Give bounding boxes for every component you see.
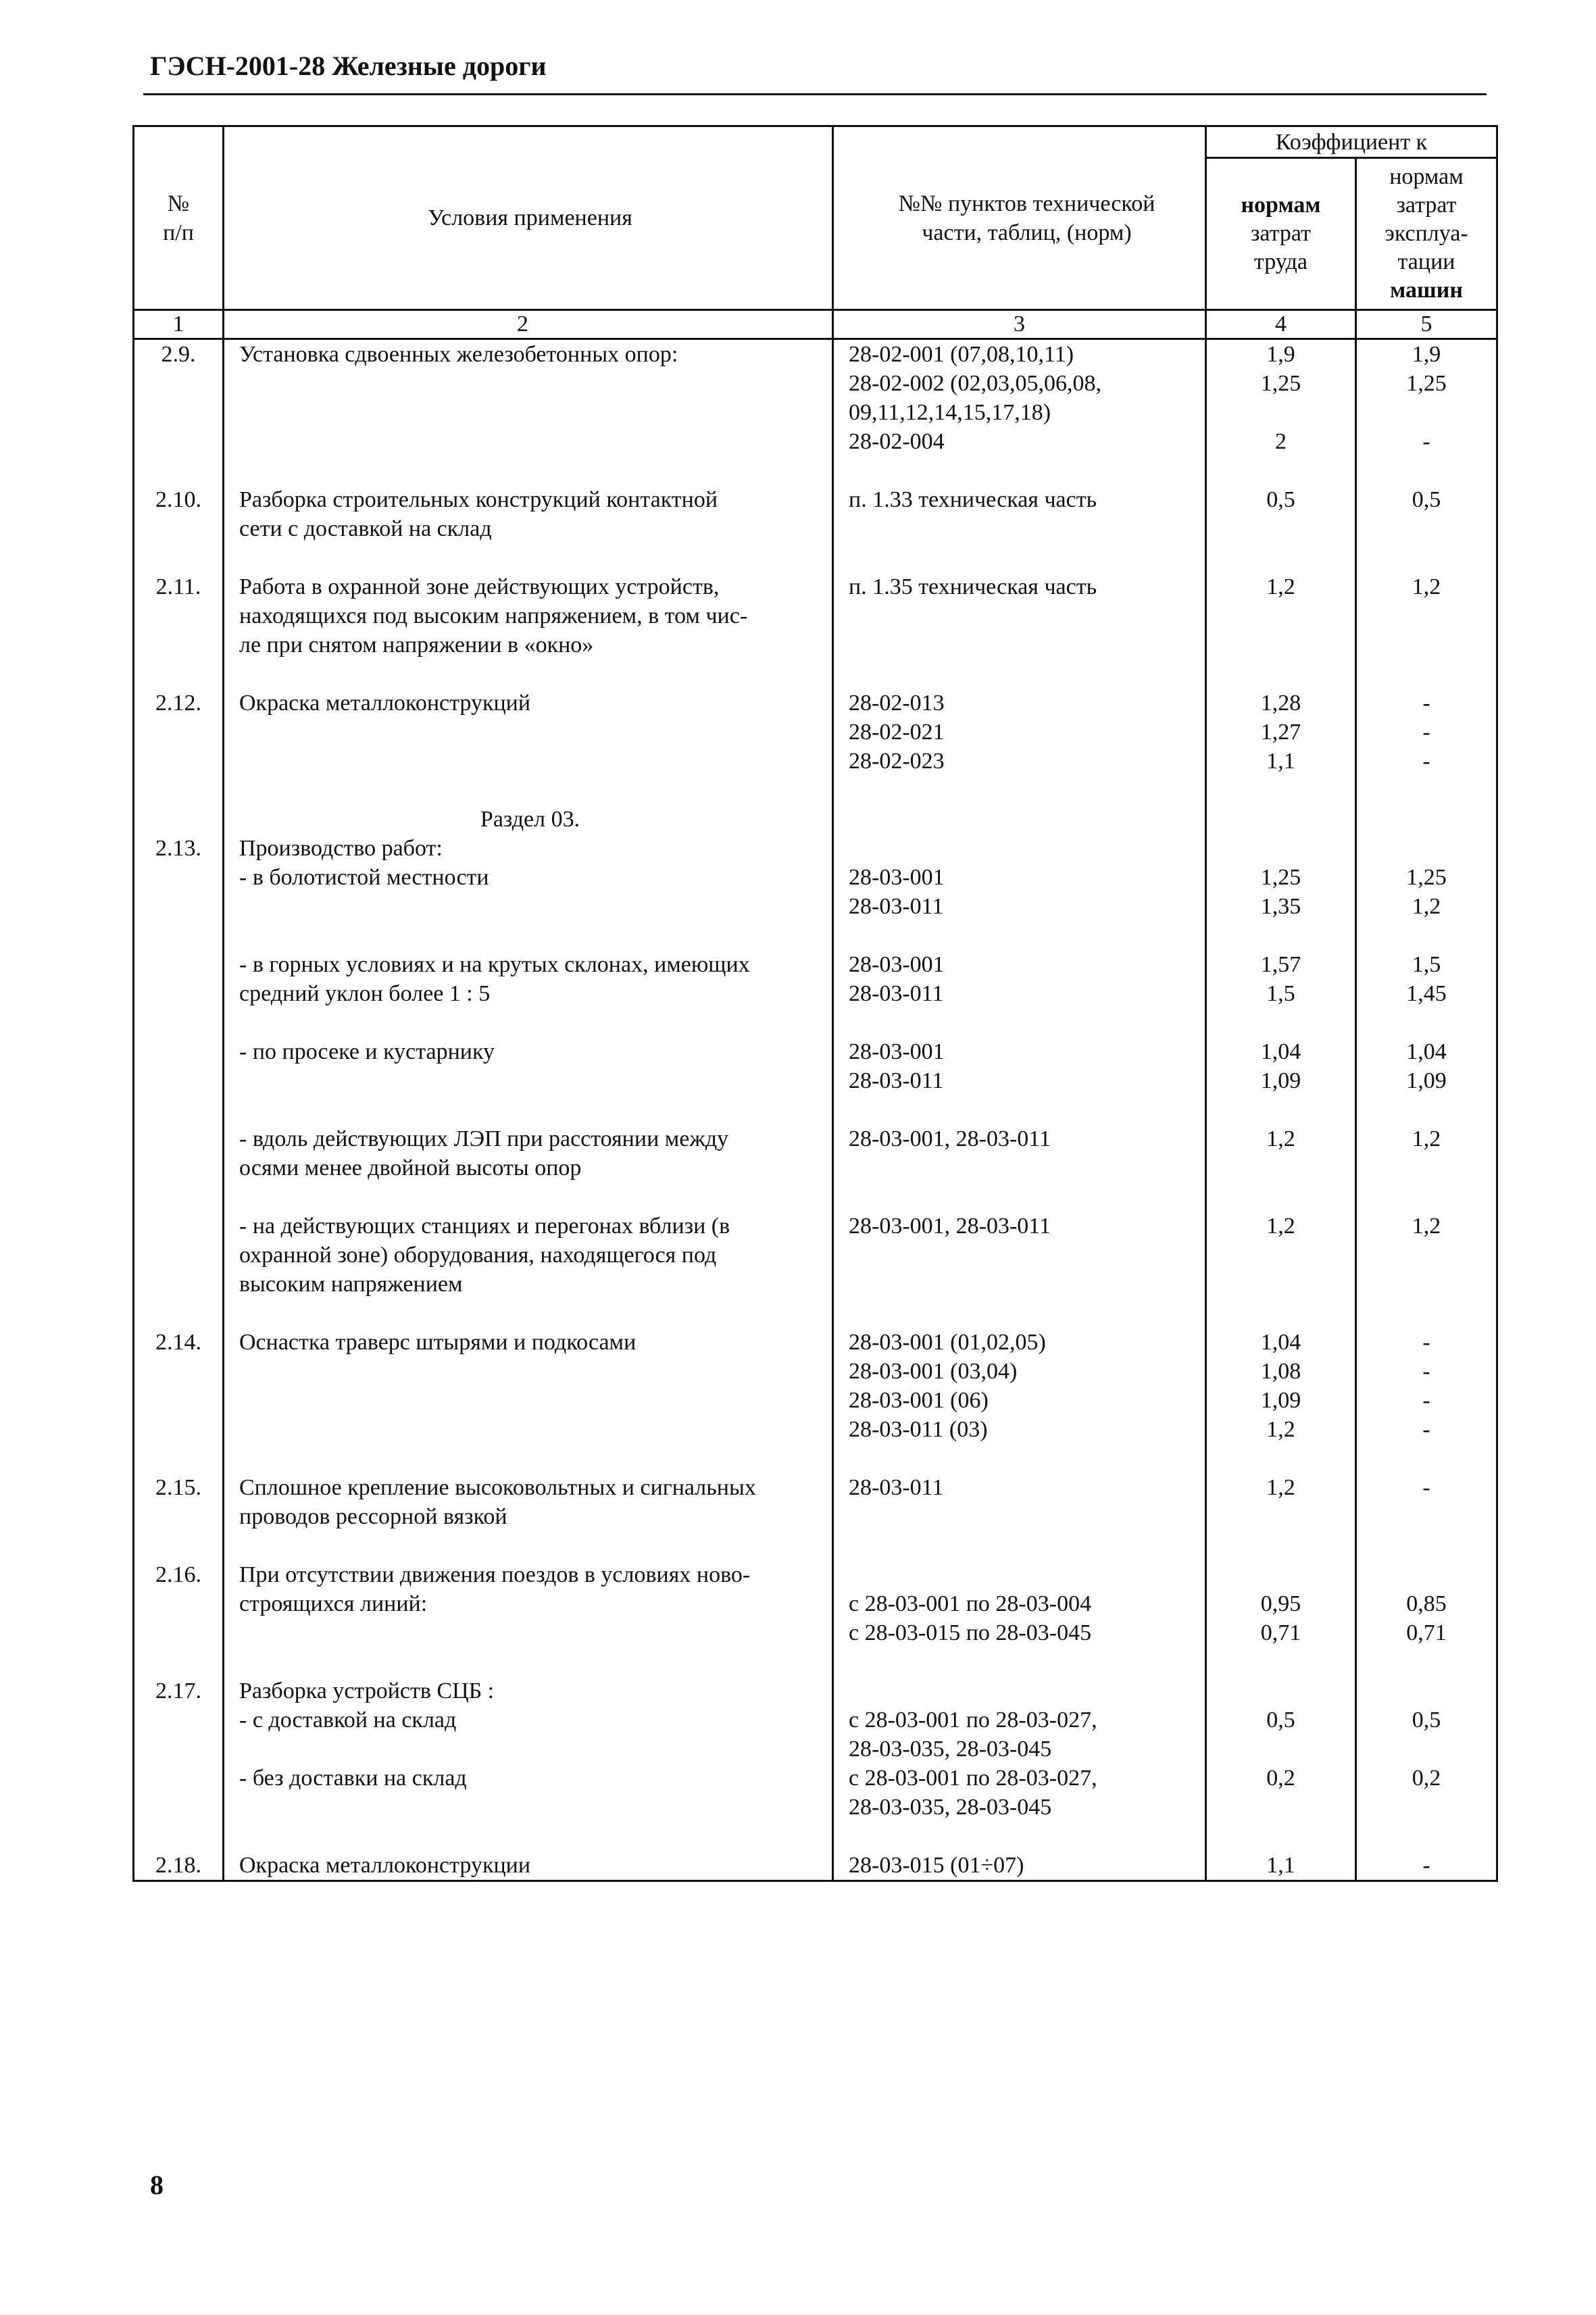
items-cell-line: 28-02-021 bbox=[849, 720, 945, 745]
spacer-row bbox=[134, 921, 1497, 950]
table-row bbox=[134, 339, 1497, 457]
machine-coef-cell-line: 1,2 bbox=[1412, 894, 1441, 919]
labor-coef-cell bbox=[1206, 863, 1356, 921]
machine-coef-cell bbox=[1356, 1212, 1497, 1299]
conditions-cell-line: - по просеке и кустарнику bbox=[239, 1039, 495, 1064]
items-cell-line: 28-03-015 (01÷07) bbox=[849, 1853, 1024, 1878]
conditions-cell-line: Установка сдвоенных железобетонных опор: bbox=[239, 342, 678, 367]
machine-coef-cell-line: 1,04 bbox=[1406, 1039, 1447, 1064]
spacer-row bbox=[134, 1008, 1497, 1037]
labor-coef-cell-line bbox=[1207, 1560, 1355, 1589]
row-number: 2.9. bbox=[134, 339, 224, 457]
conditions-cell bbox=[224, 1851, 833, 1881]
labor-coef-cell-line: 0,71 bbox=[1260, 1620, 1301, 1645]
items-cell bbox=[833, 863, 1206, 921]
spacer-row bbox=[134, 1183, 1497, 1212]
items-cell-line: 28-03-001 bbox=[849, 1039, 945, 1064]
items-cell-line: 28-02-002 (02,03,05,06,08, bbox=[849, 371, 1101, 396]
row-number: 2.17. bbox=[134, 1676, 224, 1822]
table-row bbox=[134, 689, 1497, 776]
col-conditions-header: Условия применения bbox=[224, 126, 833, 310]
spacer-row bbox=[134, 1531, 1497, 1560]
col-machines-header: нормам затрат эксплуа- тации машин bbox=[1356, 158, 1497, 310]
conditions-cell-line: Сплошное крепление высоковольтных и сигнальных bbox=[239, 1475, 756, 1500]
labor-coef-cell-line: 1,2 bbox=[1266, 574, 1295, 599]
labor-coef-cell-line: 1,25 bbox=[1260, 371, 1301, 396]
table-subrow bbox=[134, 1124, 1497, 1183]
conditions-cell-line: При отсутствии движения поездов в условиях ново- bbox=[239, 1562, 751, 1587]
labor-coef-cell bbox=[1206, 1851, 1356, 1881]
machine-coef-cell-line: 0,71 bbox=[1406, 1620, 1447, 1645]
items-cell bbox=[833, 339, 1206, 457]
conditions-cell-line: сети с доставкой на склад bbox=[239, 516, 492, 541]
coefficients-table bbox=[132, 125, 1498, 1882]
machine-coef-cell bbox=[1356, 1473, 1497, 1531]
conditions-cell bbox=[224, 689, 833, 776]
table-row bbox=[134, 485, 1497, 543]
items-cell-line: 28-03-035, 28-03-045 bbox=[849, 1737, 1052, 1762]
items-cell bbox=[833, 1473, 1206, 1531]
row-number: 2.12. bbox=[134, 689, 224, 776]
labor-coef-cell-line: 1,04 bbox=[1260, 1330, 1301, 1355]
machine-coef-cell bbox=[1356, 689, 1497, 776]
koef-group-header: Коэффициент к bbox=[1206, 126, 1497, 158]
table-row bbox=[134, 1560, 1497, 1647]
machine-coef-cell-line: - bbox=[1422, 691, 1430, 716]
labor-coef-cell bbox=[1206, 339, 1356, 457]
table-subrow bbox=[134, 950, 1497, 1008]
conditions-cell: Производство работ: bbox=[224, 834, 833, 863]
conditions-cell bbox=[224, 950, 833, 1008]
header-rule bbox=[143, 93, 1487, 95]
labor-coef-cell-line: 1,57 bbox=[1260, 952, 1301, 977]
labor-coef-cell-line: 1,5 bbox=[1266, 981, 1295, 1006]
labor-coef-cell bbox=[1206, 485, 1356, 543]
machine-coef-cell-line: - bbox=[1422, 1359, 1430, 1384]
table-row bbox=[134, 1851, 1497, 1881]
conditions-cell-line: - вдоль действующих ЛЭП при расстоянии между bbox=[239, 1126, 729, 1151]
page-number: 8 bbox=[150, 2170, 164, 2200]
items-cell bbox=[833, 1676, 1206, 1822]
items-cell-line: п. 1.35 техническая часть bbox=[849, 574, 1097, 599]
labor-coef-cell-line: 1,2 bbox=[1266, 1126, 1295, 1151]
conditions-cell-line: Работа в охранной зоне действующих устройств, bbox=[239, 574, 720, 599]
machine-coef-cell bbox=[1356, 485, 1497, 543]
items-cell-line: 28-03-011 bbox=[849, 1068, 944, 1093]
spacer-row bbox=[134, 776, 1497, 805]
items-cell-line: 28-03-001 (06) bbox=[849, 1388, 989, 1413]
row-number: 2.10. bbox=[134, 485, 224, 543]
labor-coef-cell-line: 0,5 bbox=[1266, 1708, 1295, 1733]
labor-coef-cell bbox=[1206, 1124, 1356, 1183]
labor-coef-cell bbox=[1206, 1328, 1356, 1444]
table-header-row bbox=[134, 126, 1497, 158]
items-cell-line: 28-03-011 (03) bbox=[849, 1417, 988, 1442]
table-row bbox=[134, 1676, 1497, 1822]
row-number: 2.18. bbox=[134, 1851, 224, 1881]
labor-coef-cell bbox=[1206, 1212, 1356, 1299]
labor-coef-cell-line: 1,09 bbox=[1260, 1068, 1301, 1093]
spacer-row bbox=[134, 456, 1497, 485]
section-title: Раздел 03. bbox=[224, 805, 833, 834]
machine-coef-cell-line: 1,2 bbox=[1412, 1214, 1441, 1239]
col-labor-header: нормам затрат труда bbox=[1206, 158, 1356, 310]
spacer-row bbox=[134, 659, 1497, 689]
items-cell bbox=[833, 1851, 1206, 1881]
conditions-cell-line: средний уклон более 1 : 5 bbox=[239, 981, 491, 1006]
machine-coef-cell-line: 0,5 bbox=[1412, 487, 1441, 512]
machine-coef-cell-line: 1,09 bbox=[1406, 1068, 1447, 1093]
conditions-cell-line: строящихся линий: bbox=[239, 1591, 428, 1616]
conditions-cell bbox=[224, 572, 833, 659]
table-row bbox=[134, 572, 1497, 659]
column-numbers-row bbox=[134, 310, 1497, 339]
items-cell-line: с 28-03-001 по 28-03-027, bbox=[849, 1766, 1097, 1791]
items-cell-line: 28-03-035, 28-03-045 bbox=[849, 1795, 1052, 1820]
labor-coef-cell-line: 1,1 bbox=[1266, 1853, 1295, 1878]
spacer-row bbox=[134, 1822, 1497, 1851]
items-cell-line: 28-02-013 bbox=[849, 691, 945, 716]
machine-coef-cell-line: - bbox=[1422, 1388, 1430, 1413]
labor-coef-cell-line: 1,35 bbox=[1260, 894, 1301, 919]
labor-coef-cell-line: 2 bbox=[1275, 429, 1287, 454]
machine-coef-cell bbox=[1356, 863, 1497, 921]
items-cell-line: 28-02-001 (07,08,10,11) bbox=[849, 342, 1074, 367]
conditions-cell-line: - на действующих станциях и перегонах вблизи (в bbox=[239, 1214, 730, 1239]
spacer-row bbox=[134, 1095, 1497, 1124]
machine-coef-cell-line: - bbox=[1422, 1853, 1430, 1878]
conditions-cell-line: Оснастка траверс штырями и подкосами bbox=[239, 1330, 637, 1355]
machine-coef-cell-line bbox=[1357, 1735, 1496, 1764]
col-number: 2 bbox=[224, 310, 833, 339]
conditions-cell bbox=[224, 1212, 833, 1299]
machine-coef-cell-line bbox=[1357, 1560, 1496, 1589]
conditions-cell-line: Разборка устройств СЦБ : bbox=[239, 1678, 495, 1703]
labor-coef-cell-line: 1,28 bbox=[1260, 691, 1301, 716]
items-cell bbox=[833, 1124, 1206, 1183]
items-cell-line: 28-03-011 bbox=[849, 981, 944, 1006]
labor-coef-cell bbox=[1206, 572, 1356, 659]
items-cell-line: 28-03-011 bbox=[849, 1475, 944, 1500]
table-subrow bbox=[134, 863, 1497, 921]
labor-coef-cell-line: 1,09 bbox=[1260, 1388, 1301, 1413]
labor-coef-cell-line: 1,2 bbox=[1266, 1417, 1295, 1442]
machine-coef-cell-line: 1,2 bbox=[1412, 574, 1441, 599]
conditions-cell bbox=[224, 339, 833, 457]
machine-coef-cell bbox=[1356, 1560, 1497, 1647]
machine-coef-cell-line: 1,5 bbox=[1412, 952, 1441, 977]
items-cell-line bbox=[849, 1560, 1205, 1589]
items-cell-line: с 28-03-015 по 28-03-045 bbox=[849, 1620, 1092, 1645]
labor-coef-cell bbox=[1206, 1037, 1356, 1095]
items-cell bbox=[833, 1037, 1206, 1095]
items-cell-line: 28-03-011 bbox=[849, 894, 944, 919]
items-cell-line: 28-03-001 (03,04) bbox=[849, 1359, 1018, 1384]
machine-coef-cell-line bbox=[1357, 1676, 1496, 1706]
conditions-cell bbox=[224, 1037, 833, 1095]
machine-coef-cell bbox=[1356, 572, 1497, 659]
items-cell-line: 28-02-004 bbox=[849, 429, 945, 454]
machine-coef-cell-line: - bbox=[1422, 720, 1430, 745]
conditions-cell bbox=[224, 1676, 833, 1822]
machine-coef-cell-line: 0,85 bbox=[1406, 1591, 1447, 1616]
spacer-row bbox=[134, 1444, 1497, 1473]
conditions-cell-line: - с доставкой на склад bbox=[239, 1708, 457, 1733]
labor-coef-cell-line: 1,1 bbox=[1266, 749, 1295, 774]
labor-coef-cell-line: 1,04 bbox=[1260, 1039, 1301, 1064]
items-cell-line: 28-02-023 bbox=[849, 749, 945, 774]
items-cell-line: с 28-03-001 по 28-03-004 bbox=[849, 1591, 1092, 1616]
table-row bbox=[134, 1328, 1497, 1444]
conditions-cell bbox=[224, 1328, 833, 1444]
conditions-cell-line: Окраска металлоконструкций bbox=[239, 691, 531, 716]
conditions-cell-line: Разборка строительных конструкций контактной bbox=[239, 487, 718, 512]
conditions-cell-line: - в болотистой местности bbox=[239, 865, 489, 890]
machine-coef-cell-line: 1,25 bbox=[1406, 371, 1447, 396]
labor-coef-cell-line: 1,27 bbox=[1260, 720, 1301, 745]
items-cell bbox=[833, 1328, 1206, 1444]
row-number: 2.14. bbox=[134, 1328, 224, 1444]
col-num-header: № п/п bbox=[134, 126, 224, 310]
machine-coef-cell-line: - bbox=[1422, 749, 1430, 774]
machine-coef-cell-line: 1,9 bbox=[1412, 342, 1441, 367]
row-number: 2.11. bbox=[134, 572, 224, 659]
col-number: 4 bbox=[1206, 310, 1356, 339]
labor-coef-cell-line bbox=[1207, 1676, 1355, 1706]
machine-coef-cell-line: - bbox=[1422, 1330, 1430, 1355]
col-items-header: №№ пунктов технической части, таблиц, (норм) bbox=[833, 126, 1206, 310]
items-cell bbox=[833, 1560, 1206, 1647]
machine-coef-cell-line bbox=[1357, 398, 1496, 427]
labor-coef-cell-line: 1,2 bbox=[1266, 1475, 1295, 1500]
conditions-cell-line bbox=[239, 1735, 821, 1764]
row-number: 2.13. bbox=[134, 834, 224, 863]
page-header: ГЭСН-2001-28 Железные дороги bbox=[150, 51, 547, 81]
machine-coef-cell bbox=[1356, 339, 1497, 457]
items-cell bbox=[833, 689, 1206, 776]
conditions-cell-line: находящихся под высоким напряжением, в том чис- bbox=[239, 603, 748, 628]
conditions-cell bbox=[224, 1124, 833, 1183]
items-cell-line: с 28-03-001 по 28-03-027, bbox=[849, 1708, 1097, 1733]
labor-coef-cell-line: 0,2 bbox=[1266, 1766, 1295, 1791]
machine-coef-cell-line: - bbox=[1422, 429, 1430, 454]
labor-coef-cell-line bbox=[1207, 1735, 1355, 1764]
machine-coef-cell bbox=[1356, 1328, 1497, 1444]
items-cell-line: 28-03-001 bbox=[849, 865, 945, 890]
machine-coef-cell bbox=[1356, 950, 1497, 1008]
row-number: 2.16. bbox=[134, 1560, 224, 1647]
col-number: 1 bbox=[134, 310, 224, 339]
spacer-row bbox=[134, 543, 1497, 572]
spacer-row bbox=[134, 1647, 1497, 1676]
labor-coef-cell bbox=[1206, 1676, 1356, 1822]
items-cell-line: 28-03-001, 28-03-011 bbox=[849, 1126, 1051, 1151]
items-cell-line: 28-03-001, 28-03-011 bbox=[849, 1214, 1051, 1239]
conditions-cell-line: ле при снятом напряжении в «окно» bbox=[239, 632, 594, 657]
labor-coef-cell bbox=[1206, 689, 1356, 776]
machine-coef-cell-line: 0,5 bbox=[1412, 1708, 1441, 1733]
conditions-cell bbox=[224, 485, 833, 543]
col-number: 5 bbox=[1356, 310, 1497, 339]
items-cell bbox=[833, 950, 1206, 1008]
machine-coef-cell-line: 1,25 bbox=[1406, 865, 1447, 890]
conditions-cell-line: охранной зоне) оборудования, находящегося под bbox=[239, 1243, 717, 1268]
items-cell-line: 28-03-001 (01,02,05) bbox=[849, 1330, 1046, 1355]
spacer-row bbox=[134, 1299, 1497, 1328]
machine-coef-cell bbox=[1356, 1037, 1497, 1095]
labor-coef-cell-line bbox=[1207, 398, 1355, 427]
labor-coef-cell-line: 1,25 bbox=[1260, 865, 1301, 890]
conditions-cell-line: - без доставки на склад bbox=[239, 1766, 467, 1791]
table-row bbox=[134, 1473, 1497, 1531]
machine-coef-cell-line: 0,2 bbox=[1412, 1766, 1441, 1791]
col-number: 3 bbox=[833, 310, 1206, 339]
labor-coef-cell bbox=[1206, 950, 1356, 1008]
machine-coef-cell bbox=[1356, 1124, 1497, 1183]
machine-coef-cell-line: - bbox=[1422, 1417, 1430, 1442]
labor-coef-cell bbox=[1206, 1560, 1356, 1647]
conditions-cell bbox=[224, 863, 833, 921]
conditions-cell-line: осями менее двойной высоты опор bbox=[239, 1155, 582, 1180]
labor-coef-cell-line: 1,9 bbox=[1266, 342, 1295, 367]
conditions-cell-line: проводов рессорной вязкой bbox=[239, 1504, 507, 1529]
items-cell-line: 28-03-001 bbox=[849, 952, 945, 977]
machine-coef-cell-line: 1,2 bbox=[1412, 1126, 1441, 1151]
labor-coef-cell-line: 1,2 bbox=[1266, 1214, 1295, 1239]
table-subrow bbox=[134, 1212, 1497, 1299]
conditions-cell bbox=[224, 1560, 833, 1647]
labor-coef-cell-line: 0,95 bbox=[1260, 1591, 1301, 1616]
conditions-cell bbox=[224, 1473, 833, 1531]
labor-coef-cell-line: 1,08 bbox=[1260, 1359, 1301, 1384]
machine-coef-cell bbox=[1356, 1676, 1497, 1822]
conditions-cell-line: - в горных условиях и на крутых склонах, имеющих bbox=[239, 952, 750, 977]
items-cell-line bbox=[849, 1676, 1205, 1706]
items-cell-line: п. 1.33 техническая часть bbox=[849, 487, 1097, 512]
table-row bbox=[134, 834, 1497, 863]
labor-coef-cell bbox=[1206, 1473, 1356, 1531]
conditions-cell-line: высоким напряжением bbox=[239, 1272, 463, 1297]
machine-coef-cell-line: 1,45 bbox=[1406, 981, 1447, 1006]
conditions-cell-line: Окраска металлоконструкции bbox=[239, 1853, 531, 1878]
items-cell-line: 09,11,12,14,15,17,18) bbox=[849, 400, 1051, 425]
machine-coef-cell bbox=[1356, 1851, 1497, 1881]
items-cell bbox=[833, 485, 1206, 543]
items-cell bbox=[833, 572, 1206, 659]
items-cell bbox=[833, 1212, 1206, 1299]
row-number: 2.15. bbox=[134, 1473, 224, 1531]
section-title-row bbox=[134, 805, 1497, 834]
table-subrow bbox=[134, 1037, 1497, 1095]
labor-coef-cell-line: 0,5 bbox=[1266, 487, 1295, 512]
machine-coef-cell-line: - bbox=[1422, 1475, 1430, 1500]
